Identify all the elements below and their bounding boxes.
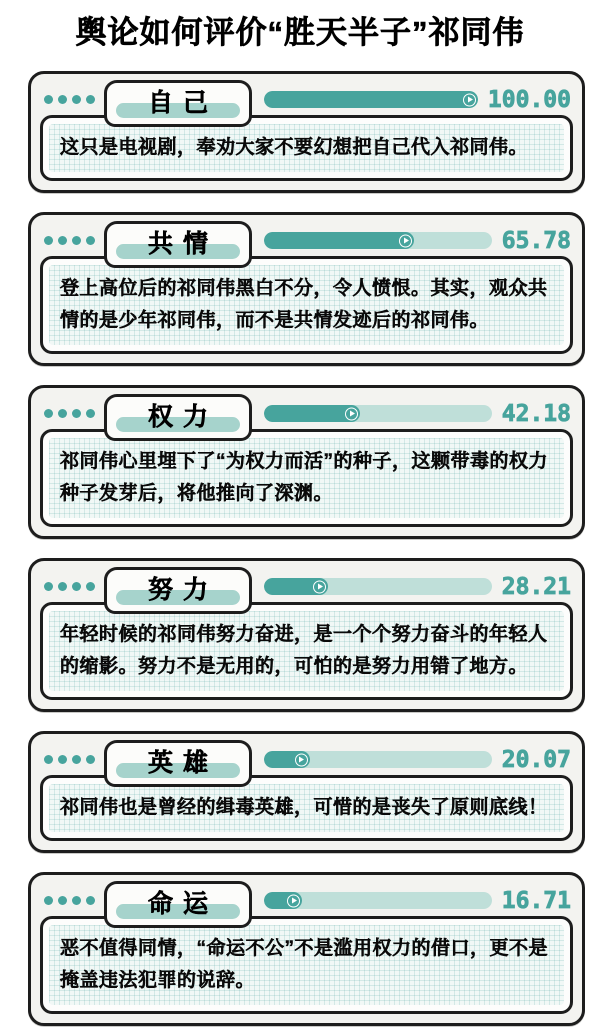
opinion-description: 这只是电视剧，奉劝大家不要幻想把自己代入祁同伟。 — [60, 136, 529, 158]
category-label: 努力 — [147, 576, 218, 605]
dot-icon — [86, 582, 95, 591]
grid-paper-background — [49, 611, 564, 691]
bar-fill — [264, 751, 310, 768]
category-tab — [104, 881, 252, 928]
opinion-card-list — [0, 71, 600, 1026]
opinion-description: 祁同伟心里埋下了“为权力而活”的种子，这颗带毒的权力种子发芽后，将他推向了深渊。 — [60, 450, 549, 504]
grid-paper-background — [49, 124, 564, 172]
score-bar-track — [264, 91, 478, 108]
card-header — [40, 881, 573, 921]
dot-icon — [58, 95, 67, 104]
play-icon — [295, 753, 308, 766]
play-icon — [345, 407, 358, 420]
dot-icon — [44, 896, 53, 905]
score-value: 28.21 — [501, 573, 571, 600]
opinion-card — [28, 71, 585, 193]
dot-icon — [86, 236, 95, 245]
opinion-card — [28, 212, 585, 366]
dot-icon — [44, 236, 53, 245]
dot-icon — [86, 409, 95, 418]
card-header — [40, 740, 573, 780]
opinion-description: 登上高位后的祁同伟黑白不分，令人愤恨。其实，观众共情的是少年祁同伟，而不是共情发迹后的祁同伟。 — [60, 277, 548, 331]
dot-icon — [72, 755, 81, 764]
card-header — [40, 394, 573, 434]
card-header — [40, 221, 573, 261]
score-bar-track — [264, 405, 492, 422]
decorative-dots — [44, 896, 95, 905]
play-triangle-icon — [318, 584, 323, 590]
dot-icon — [58, 582, 67, 591]
bar-fill — [264, 578, 328, 595]
score-value: 65.78 — [501, 227, 571, 254]
category-tab — [104, 80, 252, 127]
bar-fill — [264, 405, 360, 422]
score-bar-track — [264, 578, 492, 595]
play-icon — [313, 580, 326, 593]
score-value: 20.07 — [501, 746, 571, 773]
score-value: 16.71 — [501, 887, 571, 914]
grid-paper-background — [49, 438, 564, 518]
play-icon — [287, 894, 300, 907]
grid-paper-background — [49, 925, 564, 1005]
play-triangle-icon — [299, 757, 304, 763]
category-label: 共情 — [147, 230, 218, 259]
score-bar-track — [264, 232, 492, 249]
card-body — [40, 429, 573, 527]
card-header — [40, 567, 573, 607]
dot-icon — [44, 582, 53, 591]
category-label: 权力 — [147, 403, 218, 432]
dot-icon — [72, 409, 81, 418]
decorative-dots — [44, 755, 95, 764]
dot-icon — [86, 896, 95, 905]
bar-fill — [264, 892, 302, 909]
page-title: 舆论如何评价“胜天半子”祁同伟 — [75, 15, 525, 50]
play-triangle-icon — [404, 238, 409, 244]
dot-icon — [86, 755, 95, 764]
play-triangle-icon — [292, 898, 297, 904]
category-tab — [104, 394, 252, 441]
dot-icon — [72, 95, 81, 104]
dot-icon — [72, 896, 81, 905]
category-label: 英雄 — [147, 749, 218, 778]
category-label: 命运 — [147, 890, 218, 919]
category-tab — [104, 221, 252, 268]
opinion-card — [28, 385, 585, 539]
score-bar-track — [264, 751, 492, 768]
dot-icon — [72, 236, 81, 245]
dot-icon — [44, 755, 53, 764]
dot-icon — [44, 409, 53, 418]
score-bar-track — [264, 892, 492, 909]
decorative-dots — [44, 236, 95, 245]
card-body — [40, 256, 573, 354]
score-value: 42.18 — [501, 400, 571, 427]
play-triangle-icon — [350, 411, 355, 417]
play-icon — [399, 234, 412, 247]
card-header — [40, 80, 573, 120]
category-tab — [104, 740, 252, 787]
bar-fill — [264, 91, 478, 108]
dot-icon — [72, 582, 81, 591]
grid-paper-background — [49, 265, 564, 345]
category-tab — [104, 567, 252, 614]
dot-icon — [86, 95, 95, 104]
opinion-description: 年轻时候的祁同伟努力奋进，是一个个努力奋斗的年轻人的缩影。努力不是无用的，可怕的是努力用错了地方。 — [60, 623, 548, 677]
grid-paper-background — [49, 784, 564, 832]
dot-icon — [44, 95, 53, 104]
card-body — [40, 602, 573, 700]
play-triangle-icon — [468, 97, 473, 103]
decorative-dots — [44, 95, 95, 104]
decorative-dots — [44, 409, 95, 418]
score-value: 100.00 — [487, 86, 571, 113]
category-label: 自己 — [147, 89, 218, 118]
opinion-description: 恶不值得同情，“命运不公”不是滥用权力的借口，更不是掩盖违法犯罪的说辞。 — [60, 937, 549, 991]
bar-fill — [264, 232, 414, 249]
play-icon — [463, 93, 476, 106]
dot-icon — [58, 896, 67, 905]
decorative-dots — [44, 582, 95, 591]
opinion-card — [28, 872, 585, 1026]
dot-icon — [58, 409, 67, 418]
card-body — [40, 916, 573, 1014]
dot-icon — [58, 236, 67, 245]
opinion-card — [28, 558, 585, 712]
dot-icon — [58, 755, 67, 764]
opinion-description: 祁同伟也是曾经的缉毒英雄，可惜的是丧失了原则底线！ — [60, 796, 548, 818]
opinion-card — [28, 731, 585, 853]
